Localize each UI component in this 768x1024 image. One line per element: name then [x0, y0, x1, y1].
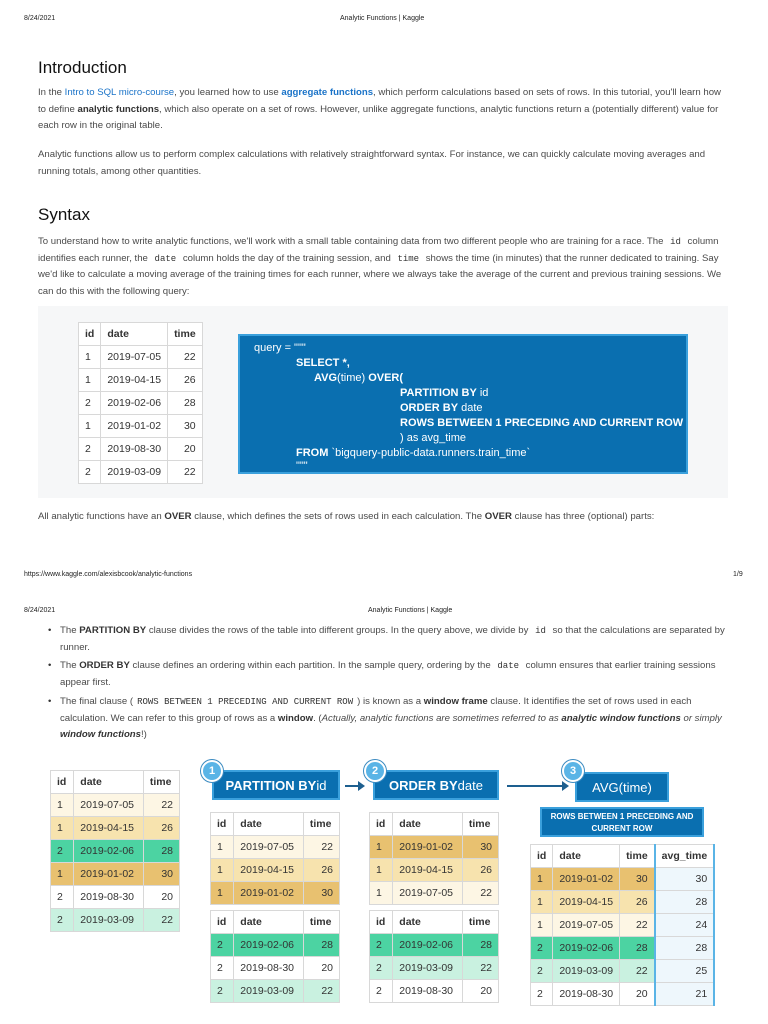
table-row: 1 2019-07-05 22: [370, 882, 499, 905]
intro-sql-link[interactable]: Intro to SQL micro-course: [64, 87, 175, 98]
table-row: 1 2019-04-15 26 28: [531, 891, 715, 914]
partition-by-step: PARTITION BY id: [212, 770, 340, 800]
table-row: 1 2019-01-02 30: [370, 836, 499, 859]
table-row: 2 2019-02-06 28: [79, 392, 203, 415]
table-row: 1 2019-04-15 26: [211, 859, 340, 882]
order-by-step: ORDER BY date: [373, 770, 499, 800]
step-3-badge: 3: [562, 760, 584, 782]
table-row: 1 2019-04-15 26: [51, 817, 180, 840]
table-row: 2 2019-03-09 22 25: [531, 960, 715, 983]
table-row: 2 2019-08-30 20: [79, 438, 203, 461]
syntax-heading: Syntax: [38, 205, 90, 224]
intro-paragraph-1: In the Intro to SQL micro-course, you learned how to use aggregate functions, which perform calculations based on sets of rows. In this tutorial, you'll learn how to define analytic functions, which also operate on a set of rows. However, unlike aggregate functions, analytic functions return a (potentially different) value for each row in the original table.: [38, 87, 721, 131]
bullet-order-by: • The ORDER BY clause defines an ordering within each partition. In the sample query, ordering by the date column ensures that earlier training sessions appear first.: [48, 658, 728, 691]
table-row: 2 2019-02-06 28 28: [531, 937, 715, 960]
table-row: 1 2019-01-02 30: [211, 882, 340, 905]
arrow-icon: [345, 785, 359, 787]
table-row: 1 2019-04-15 26: [79, 369, 203, 392]
table-row: 1 2019-01-02 30: [51, 863, 180, 886]
table-row: 1 2019-04-15 26: [370, 859, 499, 882]
partition-2-table: id date time 2 2019-02-06 28 2 2019-08-30 20 2 2019-03-09 22: [210, 910, 340, 1003]
over-clause-paragraph: All analytic functions have an OVER clause, which defines the sets of rows used in each calculation. The OVER clause has three (optional) parts:: [38, 511, 655, 522]
table-row: 1 2019-01-02 30: [79, 415, 203, 438]
print-title: Analytic Functions | Kaggle: [340, 15, 425, 22]
intro-paragraph-2: Analytic functions allow us to perform complex calculations with relatively straightforward syntax. For instance, we can quickly calculate moving averages and running totals, among other quantities.: [38, 149, 706, 177]
print-url: https://www.kaggle.com/alexisbcook/analytic-functions: [24, 571, 193, 578]
print-date: 8/24/2021: [24, 15, 56, 22]
partition-1-table: id date time 1 2019-07-05 22 1 2019-04-15 26 1 2019-01-02 30: [210, 812, 340, 905]
table-row: 1 2019-07-05 22: [79, 346, 203, 369]
table-row: 2 2019-02-06 28: [370, 934, 499, 957]
table-row: 1 2019-07-05 22 24: [531, 914, 715, 937]
step-1-badge: 1: [201, 760, 223, 782]
table-row: 2 2019-03-09 22: [211, 980, 340, 1003]
table-row: 2 2019-03-09 22: [79, 461, 203, 484]
print-title: Analytic Functions | Kaggle: [368, 607, 453, 614]
table-row: 2 2019-08-30 20: [370, 980, 499, 1003]
table-row: 2 2019-08-30 20: [211, 957, 340, 980]
ordered-partition-1-table: id date time 1 2019-01-02 30 1 2019-04-15 26 1 2019-07-05 22: [369, 812, 499, 905]
table-row: 2 2019-02-06 28: [51, 840, 180, 863]
table-row: 2 2019-08-30 20: [51, 886, 180, 909]
runners-table: id date time 1 2019-07-05 22 1 2019-04-15 26 2 2019-02-06 28 1 2019-01-02 30 2 2019-08-30 20 2 2019-03-09 22: [78, 322, 203, 484]
avg-time-step: AVG(time): [575, 772, 669, 802]
diagram-source-table: id date time 1 2019-07-05 22 1 2019-04-15 26 2 2019-02-06 28 1 2019-01-02 30 2 2019-08-30 20 2 2019-03-09 22: [50, 770, 180, 932]
query-code-box: query = """ SELECT *, AVG(time) OVER( PARTITION BY id ORDER BY date ROWS BETWEEN 1 PRECEDING AND CURRENT ROW ) as avg_time FROM `bigquery-public-data.runners.train_time` """: [238, 334, 688, 474]
page-number: 1/9: [733, 571, 743, 578]
step-2-badge: 2: [364, 760, 386, 782]
table-row: 1 2019-07-05 22: [211, 836, 340, 859]
print-date: 8/24/2021: [24, 607, 56, 614]
bullet-partition-by: • The PARTITION BY clause divides the rows of the table into different groups. In the query above, we divide by id so that the calculations are separated by runner.: [48, 623, 728, 656]
table-row: 1 2019-07-05 22: [51, 794, 180, 817]
bullet-window-frame: • The final clause ( ROWS BETWEEN 1 PRECEDING AND CURRENT ROW ) is known as a window frame clause. It identifies the set of rows used in each calculation. We can refer to this group of rows as a window. (Actually, analytic functions are sometimes referred to as analytic window functions or simply window functions!): [48, 694, 728, 744]
intro-heading: Introduction: [38, 58, 127, 77]
table-row: 2 2019-08-30 20 21: [531, 983, 715, 1006]
table-row: 2 2019-03-09 22: [51, 909, 180, 932]
table-row: 2 2019-03-09 22: [370, 957, 499, 980]
table-row: 2 2019-02-06 28: [211, 934, 340, 957]
aggregate-functions-link[interactable]: aggregate functions: [281, 87, 374, 98]
syntax-paragraph: To understand how to write analytic functions, we'll work with a small table containing data from two different people who are training for a race. The id column identifies each runner, the date column holds the day of the training session, and time shows the time (in minutes) that the runner dedicated to training. Say we'd like to calculate a moving average of the training times for each runner, where we always take the average of the current and previous training sessions. We can do this with the following query:: [38, 236, 722, 297]
avg-time-result-table: id date time avg_time 1 2019-01-02 30 30 1 2019-04-15 26 28 1 2019-07-05 22 24 2 2019-02-06 28 28 2 2019-03-09 22 25 2 2019-08-30 20 21: [530, 844, 715, 1006]
window-frame-label: ROWS BETWEEN 1 PRECEDING AND CURRENT ROW: [540, 807, 704, 837]
arrow-icon: [507, 785, 563, 787]
ordered-partition-2-table: id date time 2 2019-02-06 28 2 2019-03-09 22 2 2019-08-30 20: [369, 910, 499, 1003]
table-row: 1 2019-01-02 30 30: [531, 868, 715, 891]
